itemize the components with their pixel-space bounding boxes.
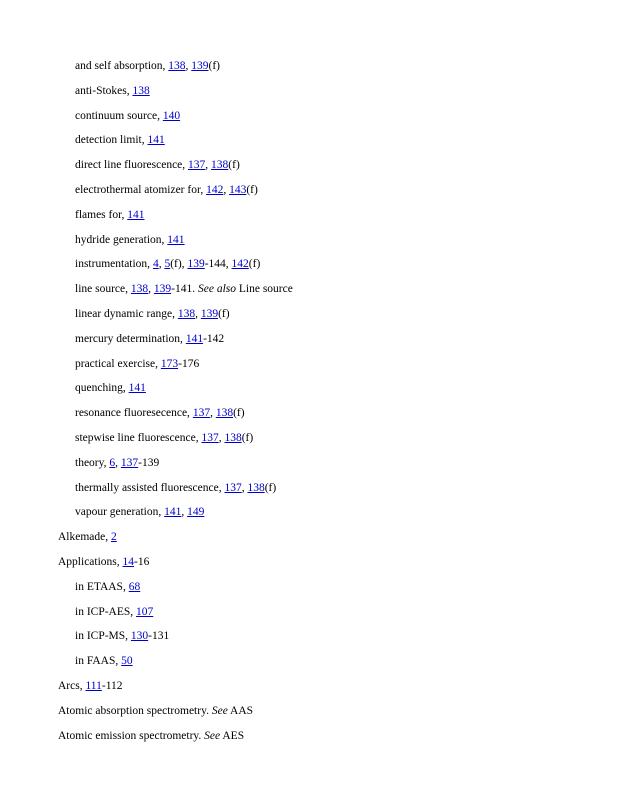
entry-text: (f) [233, 407, 245, 420]
index-subentry [0, 653, 617, 678]
index-subentry [0, 306, 617, 331]
page-link[interactable]: 141 [147, 134, 165, 147]
index-subentry [0, 430, 617, 455]
entry-text: linear dynamic range, [75, 307, 178, 320]
entry-text: and self absorption, [75, 60, 169, 72]
entry-text: -16 [134, 555, 150, 568]
entry-text: , [223, 183, 230, 196]
page-link[interactable]: 138 [211, 159, 229, 172]
page-link[interactable]: 137 [192, 407, 211, 420]
entry-text: (f) [241, 431, 254, 444]
entry-text: , [185, 60, 192, 72]
entry-text: , [158, 258, 165, 271]
entry-text: Atomic emission spectrometry. [58, 729, 205, 742]
entry-text: quenching, [75, 382, 129, 395]
entry-text: , [148, 283, 154, 296]
entry-text: (f) [248, 258, 261, 271]
entry-text: theory, [75, 456, 110, 469]
entry-text: flames for, [75, 208, 128, 221]
page-link[interactable]: 142 [231, 258, 249, 271]
entry-text: (f) [228, 159, 240, 172]
page-link[interactable]: 149 [187, 506, 205, 519]
index-entry [0, 678, 617, 703]
page-link[interactable]: 111 [85, 679, 102, 692]
index-subentry [0, 504, 617, 529]
entry-text: Applications, [58, 555, 123, 568]
entry-text: -142 [203, 332, 225, 345]
entry-text: , [210, 407, 216, 420]
index-subentry [0, 604, 617, 629]
entry-text: , [218, 431, 225, 444]
page-link[interactable]: 130 [130, 630, 149, 643]
entry-text: stepwise line fluorescence, [75, 431, 202, 444]
index-subentry [0, 232, 617, 257]
cross-reference-label: See also [197, 283, 236, 296]
entry-text: , [241, 481, 248, 494]
entry-text: , [205, 159, 212, 172]
page-link[interactable]: 137 [201, 431, 219, 444]
page-link[interactable]: 141 [185, 332, 204, 345]
index-entry [0, 728, 617, 753]
page-link[interactable]: 137 [188, 159, 206, 172]
page-link[interactable]: 142 [206, 183, 224, 196]
page-link[interactable]: 143 [229, 183, 247, 196]
entry-text: (f), [170, 258, 188, 271]
entry-text: AAS [227, 704, 254, 717]
entry-text: -131 [148, 630, 170, 643]
index-subentry [0, 380, 617, 405]
index-subentry [0, 281, 617, 306]
index-subentry [0, 331, 617, 356]
entry-text: anti-Stokes, [75, 84, 133, 97]
index-subentry [0, 628, 617, 653]
entry-text: -139 [138, 456, 160, 469]
entry-text: Line source [236, 283, 293, 296]
page-link[interactable]: 2 [111, 531, 117, 544]
entry-text: Atomic absorption spectrometry. [58, 704, 212, 717]
page-link[interactable]: 141 [127, 208, 145, 221]
entry-text: detection limit, [75, 134, 148, 147]
entry-text: AES [220, 729, 245, 742]
cross-reference-label: See [211, 704, 228, 717]
entry-text: -141. [171, 283, 198, 296]
entry-text: in ETAAS, [75, 580, 129, 593]
entry-text: (f) [218, 307, 230, 320]
index-entry [0, 703, 617, 728]
index-subentry [0, 58, 617, 83]
entry-text: resonance fluoresecence, [75, 407, 193, 420]
page-link[interactable]: 137 [120, 456, 139, 469]
page-link[interactable]: 141 [128, 382, 146, 395]
index-subentry [0, 256, 617, 281]
entry-text: thermally assisted fluorescence, [75, 481, 225, 494]
index-subentry [0, 480, 617, 505]
entry-text: in FAAS, [75, 655, 122, 668]
page-link[interactable]: 139 [191, 60, 209, 72]
index-entry [0, 529, 617, 554]
entry-text: , [195, 307, 201, 320]
index-subentry [0, 108, 617, 133]
entry-text: line source, [75, 283, 131, 296]
page-link[interactable]: 141 [164, 506, 182, 519]
page-link[interactable]: 138 [215, 407, 234, 420]
page-link[interactable]: 5 [164, 258, 171, 271]
index-subentry [0, 157, 617, 182]
entry-text: , [181, 506, 188, 519]
page-link[interactable]: 139 [187, 258, 205, 271]
page-link[interactable]: 68 [128, 580, 141, 593]
entry-text: hydride generation, [75, 233, 168, 246]
page-link[interactable]: 138 [177, 307, 196, 320]
page-link[interactable]: 141 [167, 233, 185, 246]
entry-text: practical exercise, [75, 357, 161, 370]
index-subentry [0, 405, 617, 430]
entry-text: -144, [204, 258, 232, 271]
entry-text: direct line fluorescence, [75, 159, 189, 172]
entry-text: continuum source, [75, 109, 163, 122]
page-link[interactable]: 50 [121, 655, 133, 668]
page-link[interactable]: 6 [109, 456, 116, 469]
page-link[interactable]: 137 [224, 481, 242, 494]
index-subentry [0, 455, 617, 480]
entry-text: vapour generation, [75, 506, 165, 519]
entry-text: in ICP-AES, [75, 605, 137, 618]
entry-text: Alkemade, [58, 531, 112, 544]
page-link[interactable]: 138 [130, 283, 149, 296]
page-link[interactable]: 4 [152, 258, 159, 271]
page-link[interactable]: 138 [132, 84, 150, 97]
page-link[interactable]: 140 [162, 109, 181, 122]
entry-text: (f) [264, 481, 277, 494]
entry-text: instrumentation, [75, 258, 153, 271]
entry-text: (f) [246, 183, 258, 196]
page-link[interactable]: 173 [160, 357, 179, 370]
entry-text: , [115, 456, 121, 469]
page-link[interactable]: 138 [224, 431, 242, 444]
index-entry [0, 554, 617, 579]
entry-text: electrothermal atomizer for, [75, 183, 207, 196]
page-link[interactable]: 107 [136, 605, 154, 618]
index-subentry [0, 356, 617, 381]
index-subentry [0, 207, 617, 232]
index-page [0, 58, 617, 752]
page-link[interactable]: 139 [153, 283, 172, 296]
entry-text: Arcs, [58, 679, 86, 692]
page-link[interactable]: 14 [122, 555, 135, 568]
page-link[interactable]: 138 [247, 481, 265, 494]
entry-text: mercury determination, [75, 332, 186, 345]
page-link[interactable]: 139 [200, 307, 219, 320]
entry-text: -176 [178, 357, 200, 370]
entry-text: -112 [101, 679, 123, 692]
index-subentry [0, 182, 617, 207]
page-link[interactable]: 138 [168, 60, 186, 72]
cross-reference-label: See [204, 729, 221, 742]
entry-text: (f) [208, 60, 221, 72]
entry-text: in ICP-MS, [75, 630, 131, 643]
index-subentry [0, 83, 617, 108]
index-subentry [0, 132, 617, 157]
index-subentry [0, 579, 617, 604]
